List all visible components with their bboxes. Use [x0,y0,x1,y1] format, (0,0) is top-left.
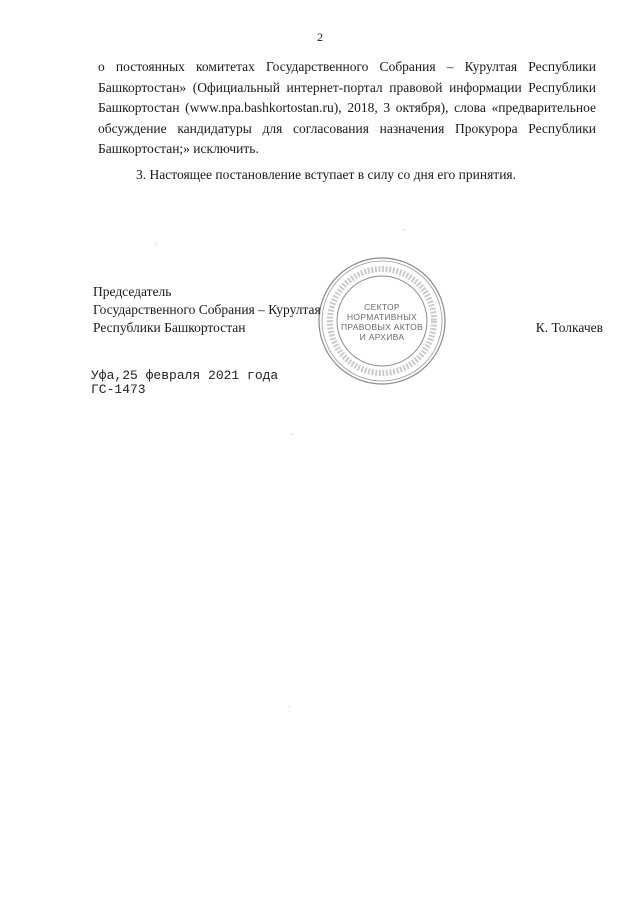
signature-title-line-3: Республики Башкортостан [93,320,246,335]
scan-speck [156,243,157,244]
scan-speck [289,706,290,707]
signature-title-line-2: Государственного Собрания – Курултая [93,302,321,317]
stamp-line-3: ПРАВОВЫХ АКТОВ [340,322,423,332]
page-number: 2 [317,30,323,44]
continued-paragraph: о постоянных комитетах Государственного Собрания – Курултая Республики Башкортостан» (Официальный интернет-портал правовой информации Республики Башкортостан (www.npa.bashkortostan.ru), 2018, 3 октября), слова «предварительное обсуждение кандидатуры для согласования назначения Прокурора Республики Башкортостан;» исключить. [98,59,596,157]
document-footer [91,369,278,397]
signatory-name: К. Толкачев [535,320,603,335]
stamp-line-4: И АРХИВА [359,332,405,342]
signature-title-line-1: Председатель [93,284,172,299]
scan-speck [404,229,405,230]
paragraph-3: 3. Настоящее постановление вступает в силу со дня его принятия. [136,166,517,182]
document-number: ГС-1473 [91,382,146,397]
stamp-line-1: СЕКТОР [364,302,400,312]
scan-speck [292,434,293,435]
place-and-date: Уфа,25 февраля 2021 года [91,368,279,383]
stamp-line-2: НОРМАТИВНЫХ [346,312,417,322]
signature-block [93,283,603,337]
document-body [98,57,596,186]
